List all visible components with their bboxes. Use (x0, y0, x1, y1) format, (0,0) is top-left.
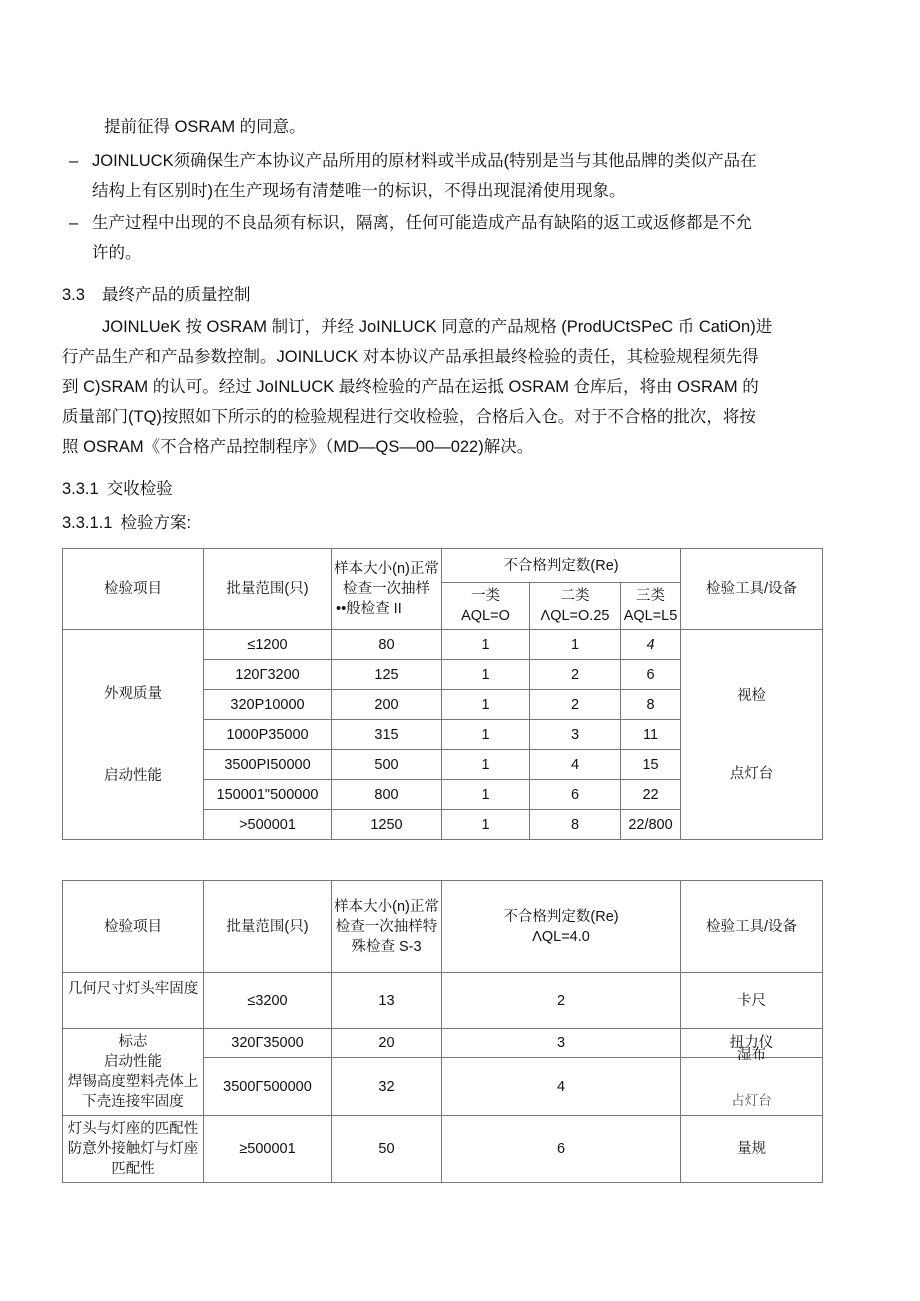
heading-3-3-1 (62, 474, 852, 504)
t1-r2-re3: 8 (621, 690, 681, 720)
t2-item-2-l2: 启动性能 (104, 1054, 162, 1070)
t1-h-col3-l3: ••般检查 II (336, 601, 402, 617)
t1-item-label-1: 外观质量 (104, 685, 162, 702)
t1-r4-re1: 1 (442, 750, 530, 780)
t1-r2-range: 320P10000 (204, 690, 332, 720)
t1-r4-range: 3500PI50000 (204, 750, 332, 780)
section-3-3-line-2: 行产品生产和产品参数控制。JOINLUCK 对本协议产品承担最终检验的责任，其检验规程须先得 (62, 348, 759, 366)
t2-h-col4-l1: 不合格判定数(Re) (503, 908, 619, 925)
t1-h-sub1-name: 一类 (471, 588, 500, 604)
t2-item-2-l3: 焊锡高度塑料壳体上 (67, 1074, 199, 1090)
table-row (63, 1116, 823, 1183)
t1-h-sub2-name: 二类 (560, 588, 590, 604)
t2-h-col4 (442, 881, 681, 973)
t1-r6-n: 1250 (332, 810, 442, 840)
t1-h-col3-l1: 样本大小(n)正常 (334, 561, 439, 577)
table-1-header-row-1 (63, 549, 823, 583)
t1-r0-n: 80 (332, 630, 442, 660)
bullet-1-line-2: 结构上有区别时)在生产现场有清楚唯一的标识，不得出现混淆使用现象。 (92, 182, 626, 200)
t2-r1-re: 3 (442, 1029, 681, 1058)
t2-r0-re: 2 (442, 973, 681, 1029)
section-3-3-line-1: JOINLUeK 按 OSRAM 制订，并经 JoINLUCK 同意的产品规格 (ProdUCtSPeC 币 CatiOn)进 (102, 318, 773, 336)
t2-tool-3: 占灯台 (731, 1092, 772, 1108)
t1-h-col3 (332, 549, 442, 630)
t1-r4-re2: 4 (530, 750, 621, 780)
t2-h-col4-l2: ΛQL=4.0 (532, 928, 590, 945)
bullet-text-2 (92, 208, 852, 268)
t1-r0-re2: 1 (530, 630, 621, 660)
inspection-plan-table-1 (62, 548, 823, 840)
t1-tool-labels (681, 630, 823, 840)
page-content (62, 112, 852, 1183)
heading-3-3-title: 最终产品的质量控制 (102, 286, 251, 304)
t1-r0-range: ≤1200 (204, 630, 332, 660)
t1-h-sub3-name: 三类 (636, 588, 665, 604)
bullet-text-1 (92, 146, 852, 206)
t1-r0-re3: 4 (621, 630, 681, 660)
t2-r1-range: 320Γ35000 (204, 1029, 332, 1058)
inspection-plan-table-2 (62, 880, 823, 1183)
t1-r1-range: 120Γ3200 (204, 660, 332, 690)
bullet-1-line-1: JOINLUCK须确保生产本协议产品所用的原材料或半成品(特别是当与其他品牌的类似产品在 (92, 152, 757, 170)
t1-r5-n: 800 (332, 780, 442, 810)
t1-h-sub2 (530, 583, 621, 630)
t2-tool-2: 湿布 (737, 1046, 766, 1063)
bullet-2-line-1: 生产过程中出现的不良品须有标识，隔离，任何可能造成产品有缺陷的返工或返修都是不允 (92, 214, 752, 232)
table-row (63, 973, 823, 1029)
t2-h-col1: 检验项目 (63, 881, 204, 973)
inspection-plan-table-1-wrapper (62, 548, 852, 840)
t1-r5-re3: 22 (621, 780, 681, 810)
t2-r2-re: 4 (442, 1058, 681, 1116)
t1-r1-n: 125 (332, 660, 442, 690)
t1-r1-re1: 1 (442, 660, 530, 690)
table-row (63, 630, 823, 660)
t2-item-3-l1: 灯头与灯座的匹配性 (67, 1121, 199, 1137)
section-3-3-line-4: 质量部门(TQ)按照如下所示的的检验规程进行交收检验，合格后入仓。对于不合格的批次，将按 (62, 408, 756, 426)
t2-r2-range: 3500Γ500000 (204, 1058, 332, 1116)
t2-h-col3-l1: 样本大小(n)正常 (334, 898, 439, 915)
t1-h-sub1-aql: AQL=O (461, 608, 510, 624)
t2-r0-n: 13 (332, 973, 442, 1029)
t1-r3-range: 1000P35000 (204, 720, 332, 750)
t1-r4-n: 500 (332, 750, 442, 780)
t1-r1-re3: 6 (621, 660, 681, 690)
t1-item-labels (63, 630, 204, 840)
t2-item-1-label: 几何尺寸灯头牢固度 (67, 980, 199, 997)
t2-tool-4: 量规 (681, 1116, 823, 1183)
t1-h-col3-l2: 检查一次抽样 (343, 581, 430, 597)
t2-tool-2-3 (681, 1046, 823, 1116)
t1-h-group-re: 不合格判定数(Re) (442, 549, 681, 583)
t2-item-2-l4: 下壳连接牢固度 (82, 1094, 184, 1110)
t2-item-3-l2: 防意外接触灯与灯座 (67, 1141, 199, 1157)
t2-h-col3-l2: 检查一次抽样特 (335, 918, 438, 935)
t2-r2-n: 32 (332, 1058, 442, 1116)
heading-3-3-1-1 (62, 508, 852, 538)
t2-r0-range: ≤3200 (204, 973, 332, 1029)
t1-r5-re1: 1 (442, 780, 530, 810)
section-3-3-line-3: 到 C)SRAM 的认可。经过 JoINLUCK 最终检验的产品在运抵 OSRAM 仓库后，将由 OSRAM 的 (62, 378, 759, 396)
t1-item-label-2: 启动性能 (104, 767, 162, 784)
bullet-item-2 (62, 208, 852, 268)
section-3-3-line-5: 照 OSRAM《不合格产品控制程序》（MD—QS—00—022)解决。 (62, 438, 534, 456)
heading-3-3-1-1-number: 3.3.1.1 (62, 514, 113, 532)
t1-r6-re2: 8 (530, 810, 621, 840)
t1-h-sub2-aql: ΛQL=O.25 (540, 608, 610, 624)
t1-h-col2: 批量范围(只) (204, 549, 332, 630)
t2-item-3-l3: 匹配性 (111, 1161, 155, 1177)
bullet-dash-icon: – (69, 152, 79, 170)
t1-tool-label-2: 点灯台 (729, 765, 774, 782)
t1-h-col7: 检验工具/设备 (681, 549, 823, 630)
t2-tool-1: 扭力仪 (681, 1029, 823, 1058)
t1-r4-re3: 15 (621, 750, 681, 780)
table-2-header-row (63, 881, 823, 973)
t1-r5-range: 150001"500000 (204, 780, 332, 810)
t1-r0-re1: 1 (442, 630, 530, 660)
t2-r3-re: 6 (442, 1116, 681, 1183)
t1-h-sub1 (442, 583, 530, 630)
t1-r3-re1: 1 (442, 720, 530, 750)
t1-r3-n: 315 (332, 720, 442, 750)
t1-r2-re2: 2 (530, 690, 621, 720)
heading-3-3-1-title: 交收检验 (106, 480, 173, 498)
t1-h-sub3 (621, 583, 681, 630)
t2-item-2 (63, 1029, 204, 1116)
heading-3-3-1-number: 3.3.1 (62, 480, 99, 498)
t1-h-col1: 检验项目 (63, 549, 204, 630)
t2-h-col2: 批量范围(只) (204, 881, 332, 973)
t1-r6-re1: 1 (442, 810, 530, 840)
t1-r3-re3: 11 (621, 720, 681, 750)
t1-r2-re1: 1 (442, 690, 530, 720)
t1-r5-re2: 6 (530, 780, 621, 810)
heading-3-3 (62, 280, 852, 310)
t1-r6-range: >500001 (204, 810, 332, 840)
t2-tool-0: 卡尺 (681, 973, 823, 1029)
t2-r1-n: 20 (332, 1029, 442, 1058)
t2-h-col3-l3: 殊检查 S-3 (351, 938, 422, 955)
t1-r1-re2: 2 (530, 660, 621, 690)
t1-r2-n: 200 (332, 690, 442, 720)
section-3-3-body (62, 312, 852, 462)
bullet-2-line-2: 许的。 (92, 244, 142, 262)
paragraph-top: 提前征得 OSRAM 的同意。 (104, 118, 306, 136)
t2-r3-n: 50 (332, 1116, 442, 1183)
t1-tool-label-1: 视检 (737, 687, 767, 704)
heading-3-3-1-1-title: 检验方案: (120, 514, 192, 532)
t2-item-3 (63, 1116, 204, 1183)
t2-item-2-l1: 标志 (118, 1034, 148, 1050)
heading-3-3-number: 3.3 (62, 286, 85, 304)
t1-r6-re3: 22/800 (621, 810, 681, 840)
t2-item-1 (63, 973, 204, 1029)
t2-h-col3 (332, 881, 442, 973)
inspection-plan-table-2-wrapper (62, 880, 852, 1183)
t2-h-col5: 检验工具/设备 (681, 881, 823, 973)
t1-r3-re2: 3 (530, 720, 621, 750)
t1-h-sub3-aql: AQL=L5 (623, 608, 678, 624)
bullet-dash-icon: – (69, 214, 79, 232)
t2-r3-range: ≥500001 (204, 1116, 332, 1183)
bullet-item-1 (62, 146, 852, 206)
